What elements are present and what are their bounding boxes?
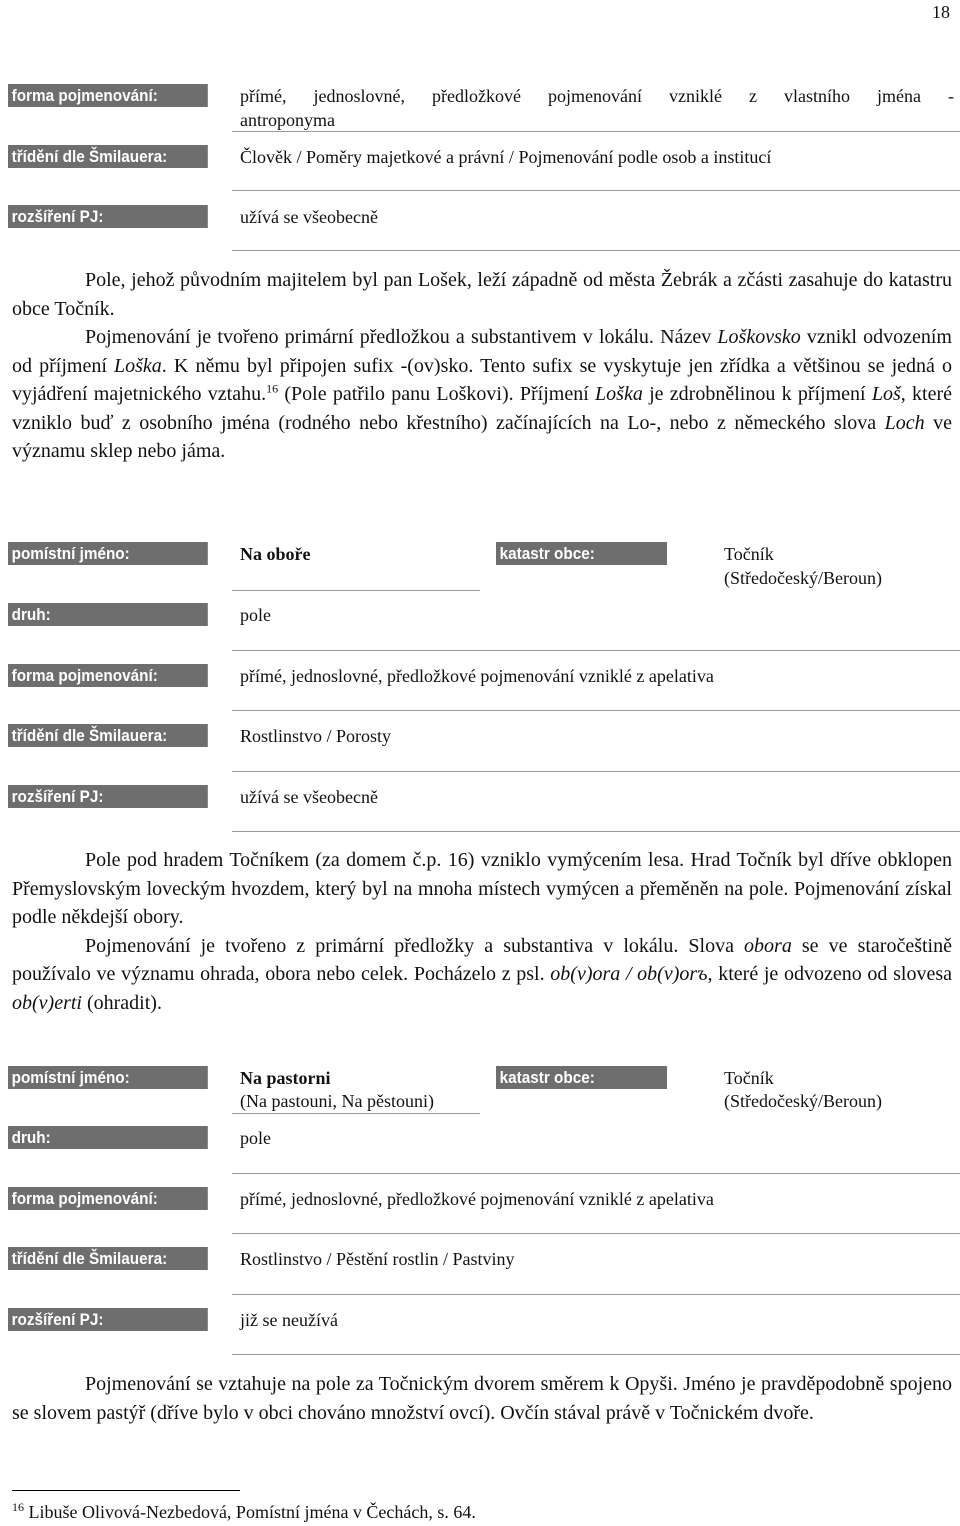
pomistni-jmeno-label: pomístní jméno: (8, 542, 208, 565)
divider (232, 1354, 960, 1355)
trideni-label: třídění dle Šmilauera: (8, 145, 208, 168)
paragraph-text: Pojmenování je tvořeno z primární předložky a substantiva v lokálu. Slova obora se ve staročeštině používalo ve významu ohrada, obora nebo celek. Pocházelo z psl. ob(v)ora / ob(v)orъ, které je odvozeno od slovesa ob(v)erti (ohradit). (12, 934, 952, 1014)
forma-label: forma pojmenování: (8, 1187, 208, 1210)
forma-value: přímé, jednoslovné, předložkové pojmenování vzniklé z apelativa (240, 666, 714, 686)
katastr-region: (Středočeský/Beroun) (724, 1091, 882, 1111)
druh-label: druh: (8, 1126, 208, 1149)
katastr-value: Točník (724, 1068, 774, 1088)
katastr-value: Točník (724, 544, 774, 564)
forma-value: přímé, jednoslovné, předložkové pojmenování vzniklé z vlastního jména - (240, 86, 954, 106)
rozsireni-value: užívá se všeobecně (240, 787, 378, 807)
divider (232, 710, 960, 711)
druh-value: pole (240, 1128, 271, 1148)
forma-label: forma pojmenování: (8, 84, 208, 107)
katastr-region: (Středočeský/Beroun) (724, 568, 882, 588)
rozsireni-value: užívá se všeobecně (240, 207, 378, 227)
paragraph-text: Pole pod hradem Točníkem (za domem č.p. 16) vzniklo vymýcením lesa. Hrad Točník byl dříve obklopen Přemyslovským loveckým hvozdem, který byl na mnoha místech vymýcen a přeměněn na pole. Pojmenování získal podle někdejší obory. (12, 849, 952, 928)
divider (232, 771, 960, 772)
trideni-value: Rostlinstvo / Porosty (240, 726, 392, 746)
rozsireni-label: rozšíření PJ: (8, 785, 208, 808)
divider (232, 1233, 960, 1234)
footnote-separator (12, 1490, 240, 1491)
forma-value-cont: antroponyma (240, 110, 335, 130)
rozsireni-label: rozšíření PJ: (8, 1308, 208, 1331)
pomistni-jmeno-label: pomístní jméno: (8, 1066, 208, 1089)
rozsireni-value: již se neužívá (240, 1310, 338, 1330)
page-number: 18 (932, 2, 950, 22)
footnote (12, 1501, 476, 1523)
druh-label: druh: (8, 603, 208, 626)
trideni-label: třídění dle Šmilauera: (8, 1247, 208, 1270)
rozsireni-label: rozšíření PJ: (8, 205, 208, 228)
divider (232, 1294, 960, 1295)
paragraph-text: Pojmenování je tvořeno primární předložkou a substantivem v lokálu. Název Loškovsko vznikl odvozením od příjmení Loška. K němu byl připojen sufix -(ov)sko. Tento sufix se vyskytuje jen zřídka a většinou se jedná o vyjádření majetnického vztahu.$^{16}$ (Pole patřilo panu Loškovi). Příjmení Loška je zdrobnělinou k příjmení Loš, které vzniklo buď z osobního jména (rodného nebo křestního) začínajících na Lo-, nebo z německého slova Loch ve významu sklep nebo jáma. (12, 326, 952, 462)
divider (232, 250, 960, 251)
paragraph-text: Pojmenování se vztahuje na pole za Točnickým dvorem směrem k Opyši. Jméno je pravděpodobně spojeno se slovem pastýř (dříve bylo v obci chováno množství ovcí). Ovčín stával právě v Točnickém dvoře. (12, 1373, 952, 1424)
footnote-number: 16 (12, 1500, 24, 1514)
divider (232, 831, 960, 832)
forma-label: forma pojmenování: (8, 664, 208, 687)
paragraph-text: Pole, jehož původním majitelem byl pan Lošek, leží západně od města Žebrák a zčásti zasahuje do katastru obce Točník. (12, 269, 952, 320)
druh-value: pole (240, 605, 271, 625)
divider (232, 1113, 480, 1114)
divider (232, 650, 960, 651)
footnote-text: Libuše Olivová-Nezbedová, Pomístní jména v Čechách, s. 64. (24, 1502, 476, 1522)
trideni-value: Rostlinstvo / Pěstění rostlin / Pastviny (240, 1249, 515, 1269)
divider (232, 131, 960, 132)
trideni-label: třídění dle Šmilauera: (8, 724, 208, 747)
trideni-value: Člověk / Poměry majetkové a právní / Pojmenování podle osob a institucí (240, 147, 772, 167)
description-paragraph-3 (12, 1370, 952, 1427)
divider (232, 590, 480, 591)
divider (232, 1173, 960, 1174)
katastr-label: katastr obce: (496, 542, 667, 565)
description-paragraph-1 (12, 266, 952, 466)
place-name-variants: (Na pastouni, Na pěstouni) (240, 1091, 434, 1111)
forma-value: přímé, jednoslovné, předložkové pojmenování vzniklé z apelativa (240, 1189, 714, 1209)
footnote-ref: 16 (266, 381, 279, 396)
place-name: Na pastorni (240, 1068, 331, 1088)
place-name: Na oboře (240, 544, 311, 564)
description-paragraph-2 (12, 846, 952, 1017)
katastr-label: katastr obce: (496, 1066, 667, 1089)
divider (232, 190, 960, 191)
